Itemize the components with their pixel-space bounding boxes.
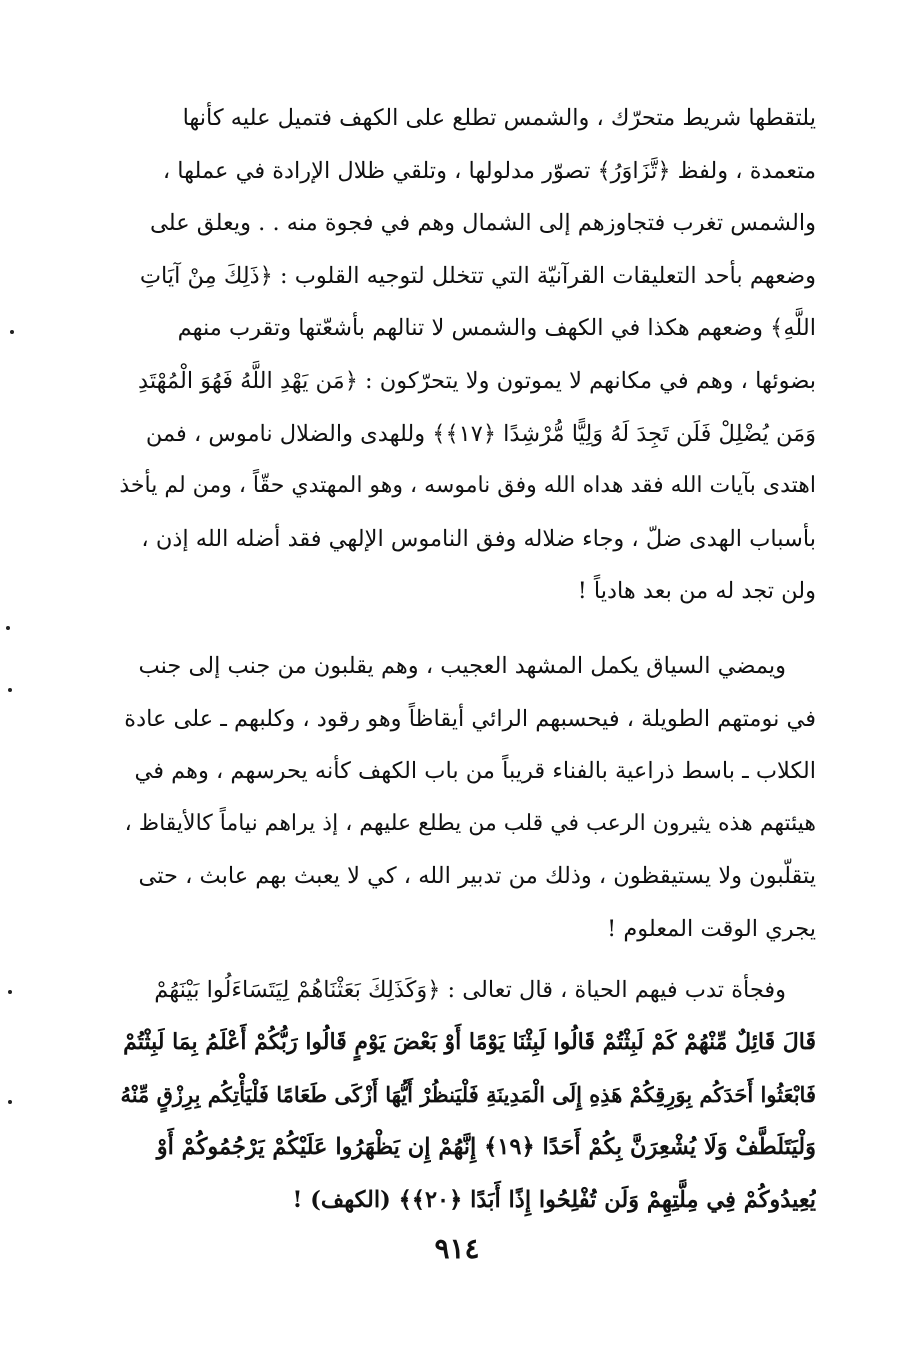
text-line: وفجأة تدب فيهم الحياة ، قال تعالى : ﴿وَكَذَلِكَ بَعَثْنَاهُمْ لِيَتَسَاءَلُوا بَيْنَهُمْ — [154, 976, 786, 1003]
text-line: وَمَن يُضْلِلْ فَلَن تَجِدَ لَهُ وَلِيًّا مُّرْشِدًا ﴿١٧﴾﴾ وللهدى والضلال ناموس ، فمن — [145, 420, 816, 447]
text-line: في نومتهم الطويلة ، فيحسبهم الرائي أيقاظاً وهو رقود ، وكلبهم ـ على عادة — [124, 705, 816, 732]
margin-mark — [8, 1100, 12, 1104]
quran-verse-line: يُعِيدُوكُمْ فِي مِلَّتِهِمْ وَلَن تُفْلِحُوا إِذًا أَبَدًا ﴿٢٠﴾﴾ (الكهف) ! — [292, 1186, 816, 1213]
paragraph-1 — [118, 92, 816, 618]
quran-verse-line: فَابْعَثُوا أَحَدَكُم بِوَرِقِكُمْ هَذِهِ إِلَى الْمَدِينَةِ فَلْيَنظُرْ أَيُّهَا أَزْكَى طَعَامًا فَلْيَأْتِكُم بِرِزْقٍ مِّنْهُ — [120, 1081, 816, 1107]
margin-mark — [8, 990, 12, 994]
page-number: ٩١٤ — [434, 1232, 480, 1265]
text-line: بضوئها ، وهم في مكانهم لا يموتون ولا يتحرّكون : ﴿مَن يَهْدِ اللَّهُ فَهُوَ الْمُهْتَدِ — [138, 367, 816, 394]
text-line: متعمدة ، ولفظ ﴿تَّزَاوَرُ﴾ تصوّر مدلولها ، وتلقي ظلال الإرادة في عملها ، — [162, 157, 816, 184]
quran-verse-line: قَالَ قَائِلٌ مِّنْهُمْ كَمْ لَبِثْتُمْ قَالُوا لَبِثْنَا يَوْمًا أَوْ بَعْضَ يَوْمٍ قَالُوا رَبُّكُمْ أَعْلَمُ بِمَا لَبِثْتُمْ — [123, 1029, 816, 1056]
text-line: يلتقطها شريط متحرّك ، والشمس تطلع على الكهف فتميل عليه كأنها — [182, 105, 816, 131]
paragraph-3 — [118, 964, 816, 1227]
text-line: يجري الوقت المعلوم ! — [607, 915, 816, 942]
text-line: ولن تجد له من بعد هادياً ! — [577, 578, 816, 605]
text-line: يتقلّبون ولا يستيقظون ، وذلك من تدبير الله ، كي لا يعبث بهم عابث ، حتى — [138, 863, 816, 890]
margin-mark — [6, 626, 10, 630]
text-line: وضعهم بأحد التعليقات القرآنيّة التي تتخلل لتوجيه القلوب : ﴿ذَلِكَ مِنْ آيَاتِ — [139, 262, 816, 289]
text-line: هيئتهم هذه يثيرون الرعب في قلب من يطلع عليهم ، إذ يراهم نياماً كالأيقاظ ، — [124, 810, 816, 836]
text-line: اللَّهِ﴾ وضعهم هكذا في الكهف والشمس لا تنالهم بأشعّتها وتقرب منهم — [177, 315, 816, 342]
text-line: والشمس تغرب فتجاوزهم إلى الشمال وهم في فجوة منه . . ويعلق على — [150, 210, 816, 237]
text-line: بأسباب الهدى ضلّ ، وجاء ضلاله وفق الناموس الإلهي فقد أضله الله إذن ، — [141, 525, 816, 552]
text-line: الكلاب ـ باسط ذراعية بالفناء قريباً من باب الكهف كأنه يحرسهم ، وهم في — [134, 758, 816, 785]
body-text — [118, 92, 816, 1226]
text-line: ويمضي السياق يكمل المشهد العجيب ، وهم يقلبون من جنب إلى جنب — [138, 652, 786, 679]
quran-verse-line: وَلْيَتَلَطَّفْ وَلَا يُشْعِرَنَّ بِكُمْ أَحَدًا ﴿١٩﴾ إِنَّهُمْ إِن يَظْهَرُوا عَلَيْكُمْ يَرْجُمُوكُمْ أَوْ — [156, 1134, 816, 1161]
margin-mark — [8, 688, 12, 692]
text-line: اهتدى بآيات الله فقد هداه الله وفق ناموسه ، وهو المهتدي حقّاً ، ومن لم يأخذ — [119, 473, 816, 499]
paragraph-2 — [118, 640, 816, 956]
margin-mark — [10, 330, 14, 334]
